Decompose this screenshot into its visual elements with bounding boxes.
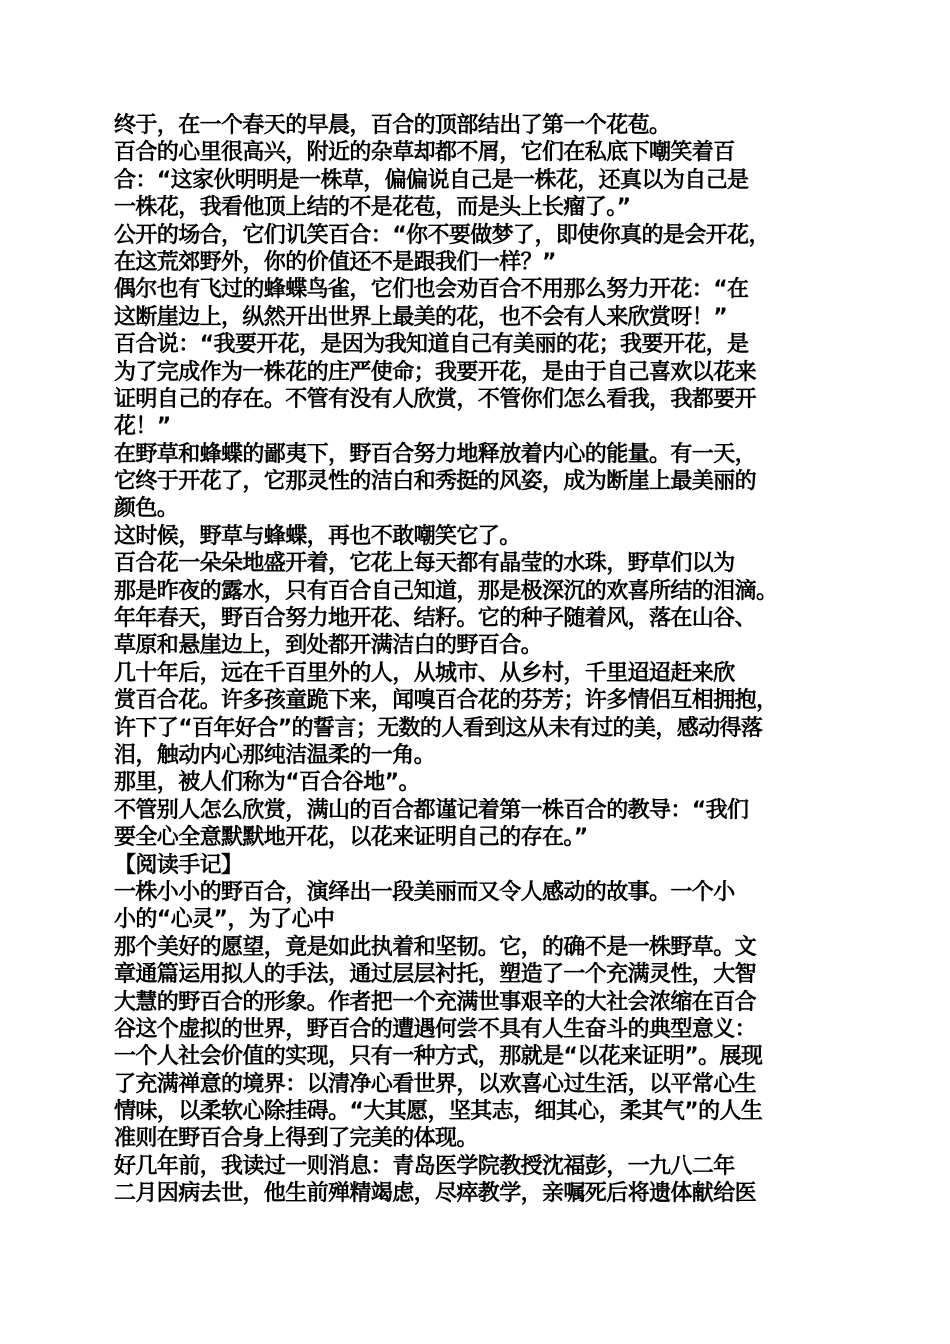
- text-line: 为了完成作为一株花的庄严使命；我要开花，是由于自己喜欢以花来: [114, 359, 757, 385]
- text-line: 好几年前，我读过一则消息：青岛医学院教授沈福彭，一九八二年: [114, 1153, 735, 1179]
- text-line: 一株小小的野百合，演绎出一段美丽而又令人感动的故事。一个小: [114, 879, 735, 905]
- text-line: 颜色。: [114, 496, 179, 522]
- section-heading-reading-notes: 【阅读手记】: [114, 852, 243, 878]
- text-line: 合：“这家伙明明是一株草，偏偏说自己是一株花，还真以为自己是: [114, 167, 749, 193]
- text-line: 证明自己的存在。不管有没有人欣赏，不管你们怎么看我，我都要开: [114, 386, 757, 412]
- text-line: 情味，以柔软心除挂碍。“大其愿，坚其志，细其心，柔其气”的人生: [114, 1099, 763, 1125]
- text-line: 那里，被人们称为“百合谷地”。: [114, 770, 420, 796]
- text-line: 公开的场合，它们讥笑百合：“你不要做梦了，即使你真的是会开花，: [114, 222, 770, 248]
- text-line: 章通篇运用拟人的手法，通过层层衬托，塑造了一个充满灵性，大智: [114, 962, 757, 988]
- text-line: 准则在野百合身上得到了完美的体现。: [114, 1126, 478, 1152]
- text-line: 在野草和蜂蝶的鄙夷下，野百合努力地释放着内心的能量。有一天，: [114, 441, 757, 467]
- text-line: 大慧的野百合的形象。作者把一个充满世事艰辛的大社会浓缩在百合: [114, 989, 757, 1015]
- text-line: 年年春天，野百合努力地开花、结籽。它的种子随着风，落在山谷、: [114, 606, 757, 632]
- text-line: 偶尔也有飞过的蜂蝶鸟雀，它们也会劝百合不用那么努力开花：“在: [114, 277, 749, 303]
- text-line: 赏百合花。许多孩童跪下来，闻嗅百合花的芬芳；许多情侣互相拥抱，: [114, 688, 778, 714]
- text-line: 小的“心灵”，为了心中: [114, 907, 335, 933]
- text-line: 百合的心里很高兴，附近的杂草却都不屑，它们在私底下嘲笑着百: [114, 140, 735, 166]
- text-line: 二月因病去世，他生前殚精竭虑，尽瘁教学，亲嘱死后将遗体献给医: [114, 1181, 757, 1207]
- text-line: 了充满禅意的境界：以清净心看世界，以欢喜心过生活，以平常心生: [114, 1071, 757, 1097]
- text-line: 泪，触动内心那纯洁温柔的一角。: [114, 742, 436, 768]
- text-line: 一个人社会价值的实现，只有一种方式，那就是“以花来证明”。展现: [114, 1044, 763, 1070]
- text-line: 那个美好的愿望，竟是如此执着和坚韧。它，的确不是一株野草。文: [114, 934, 757, 960]
- text-line: 它终于开花了，它那灵性的洁白和秀挺的风姿，成为断崖上最美丽的: [114, 469, 757, 495]
- text-line: 那是昨夜的露水，只有百合自己知道，那是极深沉的欢喜所结的泪滴。: [114, 578, 778, 604]
- text-line: 要全心全意默默地开花，以花来证明自己的存在。”: [114, 825, 588, 851]
- text-line: 一株花，我看他顶上结的不是花苞，而是头上长瘤了。”: [114, 195, 631, 221]
- text-line: 这时候，野草与蜂蝶，再也不敢嘲笑它了。: [114, 523, 521, 549]
- text-line: 谷这个虚拟的世界，野百合的遭遇何尝不具有人生奋斗的典型意义：: [114, 1016, 757, 1042]
- document-body: [114, 112, 848, 1208]
- text-line: 几十年后，远在千百里外的人，从城市、从乡村，千里迢迢赶来欣: [114, 660, 735, 686]
- text-line: 草原和悬崖边上，到处都开满洁白的野百合。: [114, 633, 543, 659]
- text-line: 百合花一朵朵地盛开着，它花上每天都有晶莹的水珠，野草们以为: [114, 551, 735, 577]
- text-line: 在这荒郊野外，你的价值还不是跟我们一样？”: [114, 249, 556, 275]
- text-line: 百合说：“我要开花，是因为我知道自己有美丽的花；我要开花，是: [114, 332, 749, 358]
- text-line: 许下了“百年好合”的誓言；无数的人看到这从未有过的美，感动得落: [114, 715, 763, 741]
- text-line: 不管别人怎么欣赏，满山的百合都谨记着第一株百合的教导：“我们: [114, 797, 749, 823]
- text-line: 花！”: [114, 414, 171, 440]
- text-line: 终于，在一个春天的早晨，百合的顶部结出了第一个花苞。: [114, 113, 671, 138]
- text-line: 这断崖边上，纵然开出世界上最美的花，也不会有人来欣赏呀！”: [114, 304, 728, 330]
